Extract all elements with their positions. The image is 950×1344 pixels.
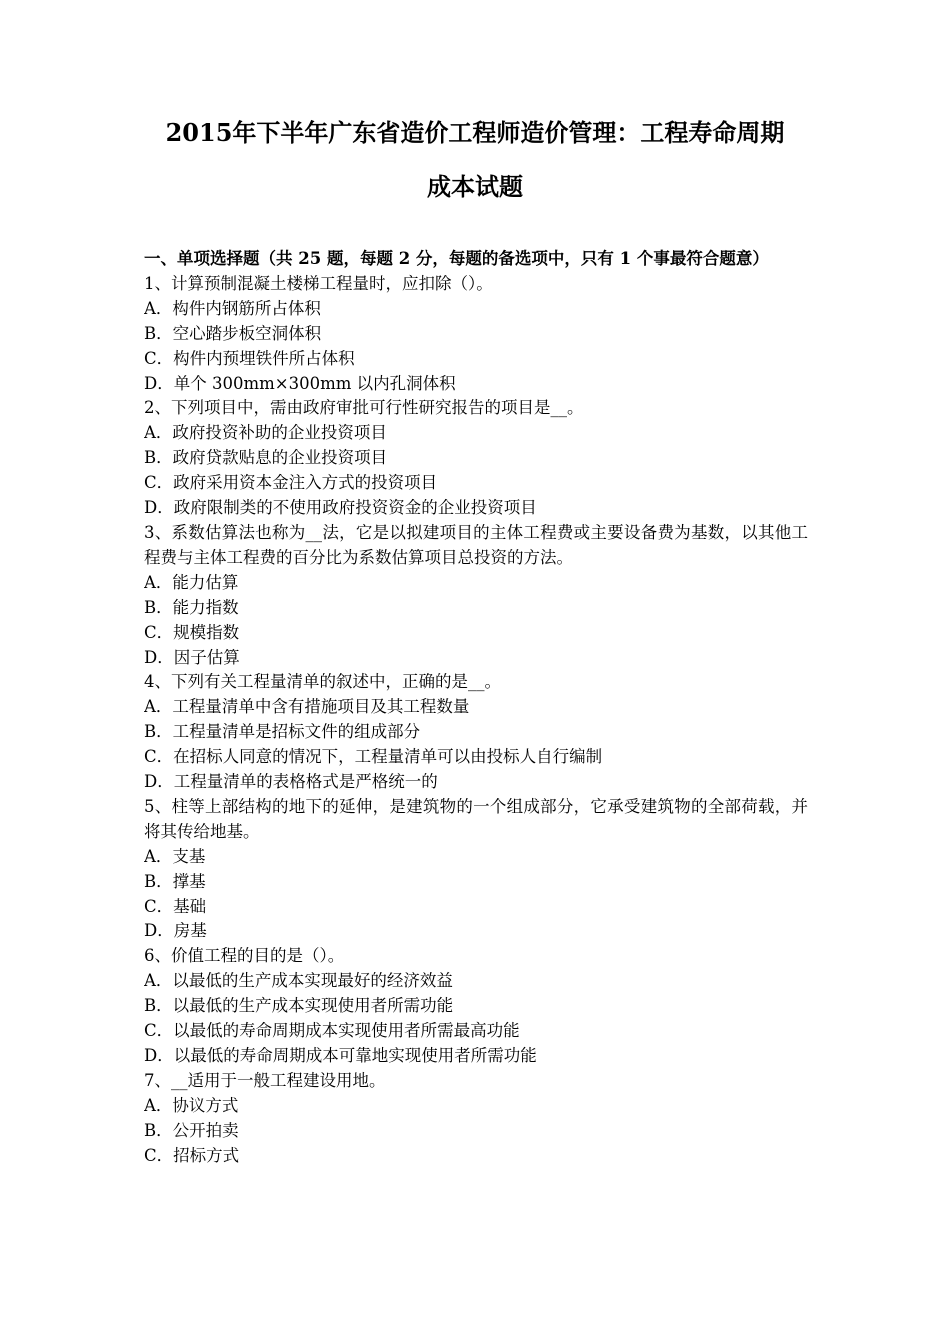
option: A．能力估算	[144, 572, 239, 592]
document-title-line1: 2015年下半年广东省造价工程师造价管理：工程寿命周期	[165, 118, 785, 147]
option: D．房基	[144, 921, 207, 941]
question-2	[144, 396, 808, 521]
question-6	[144, 944, 808, 1069]
question-stem: 4、下列有关工程量清单的叙述中，正确的是__。	[144, 672, 501, 692]
option: B．政府贷款贴息的企业投资项目	[144, 448, 388, 468]
option: D．单个 300mm×300mm 以内孔洞体积	[144, 373, 456, 393]
option: A．以最低的生产成本实现最好的经济效益	[144, 971, 453, 991]
option: D．以最低的寿命周期成本可靠地实现使用者所需功能	[144, 1046, 537, 1065]
option: A．构件内钢筋所占体积	[144, 298, 321, 318]
option: B．公开拍卖	[144, 1120, 239, 1140]
option: A．政府投资补助的企业投资项目	[144, 423, 387, 443]
option: B．能力指数	[144, 597, 239, 617]
option: C．以最低的寿命周期成本实现使用者所需最高功能	[144, 1021, 520, 1041]
option: C．基础	[144, 896, 207, 916]
section-heading: 一、单项选择题（共 25 题，每题 2 分，每题的备选项中，只有 1 个事最符合题意）	[144, 249, 769, 268]
question-stem: 1、计算预制混凝土楼梯工程量时，应扣除（）。	[144, 273, 493, 293]
option: B．撑基	[144, 871, 206, 891]
option: C．规模指数	[144, 622, 240, 642]
option: C．招标方式	[144, 1145, 240, 1165]
option: B．以最低的生产成本实现使用者所需功能	[144, 996, 454, 1016]
option: C．政府采用资本金注入方式的投资项目	[144, 473, 438, 493]
question-1	[144, 272, 808, 397]
question-5	[144, 795, 808, 944]
option: C．在招标人同意的情况下，工程量清单可以由投标人自行编制	[144, 747, 603, 767]
option: D．政府限制类的不使用政府投资资金的企业投资项目	[144, 498, 537, 518]
option: B．工程量清单是招标文件的组成部分	[144, 722, 421, 742]
option: A．协议方式	[144, 1095, 239, 1115]
option: D．因子估算	[144, 647, 240, 667]
option: A．支基	[144, 846, 206, 866]
question-7	[144, 1069, 808, 1169]
question-4	[144, 670, 808, 795]
document-title-line2: 成本试题	[427, 172, 523, 201]
option: B．空心踏步板空洞体积	[144, 323, 322, 343]
option: D．工程量清单的表格格式是严格统一的	[144, 772, 438, 792]
question-stem: 5、柱等上部结构的地下的延伸，是建筑物的一个组成部分，它承受建筑物的全部荷载，并将其传给地基。	[144, 796, 808, 841]
question-stem: 6、价值工程的目的是（）。	[144, 946, 345, 966]
question-stem: 3、系数估算法也称为__法，它是以拟建项目的主体工程费或主要设备费为基数，以其他工程费与主体工程费的百分比为系数估算项目总投资的方法。	[144, 522, 808, 567]
question-3	[144, 521, 808, 670]
option: A．工程量清单中含有措施项目及其工程数量	[144, 697, 470, 717]
question-stem: 7、__适用于一般工程建设用地。	[144, 1070, 386, 1090]
question-stem: 2、下列项目中，需由政府审批可行性研究报告的项目是__。	[144, 398, 584, 418]
document-body	[144, 247, 808, 1169]
option: C．构件内预埋铁件所占体积	[144, 348, 355, 368]
